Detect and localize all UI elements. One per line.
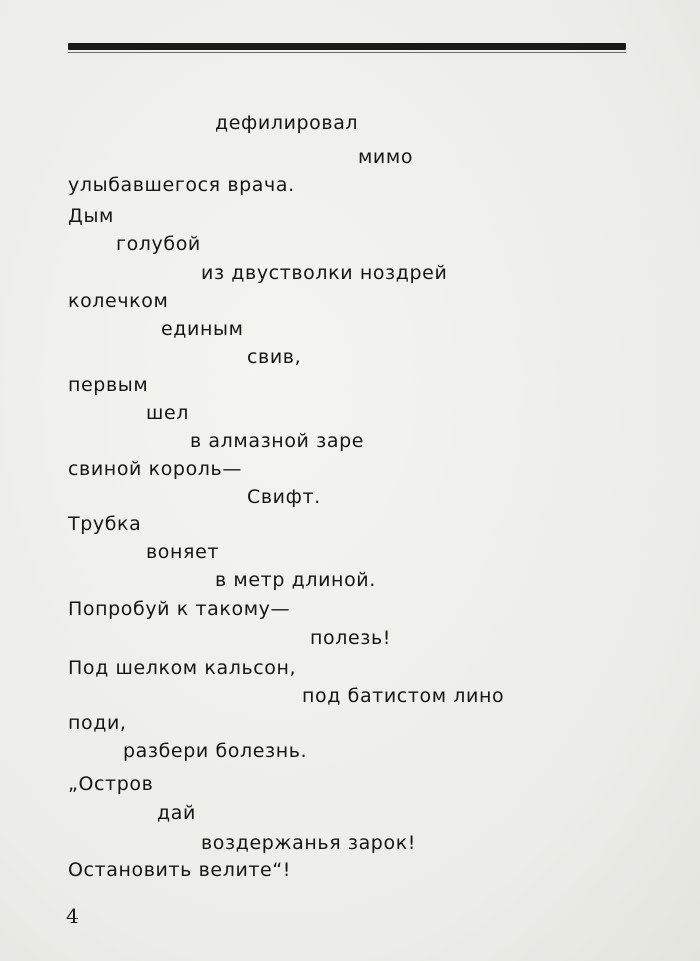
poem-line: воняет (146, 541, 220, 563)
poem-line: разбери болезнь. (123, 740, 308, 762)
poem-line: Остановить велите“! (68, 859, 292, 881)
poem-line: Трубка (68, 513, 142, 535)
poem-line: свив, (247, 346, 302, 368)
poem-line: единым (161, 318, 244, 340)
poem-line: Свифт. (247, 486, 321, 508)
page-number: 4 (66, 904, 79, 928)
poem-line: мимо (358, 146, 414, 168)
poem-line: улыбавшегося врача. (68, 174, 295, 196)
poem-line: Дым (68, 205, 114, 227)
poem-line: под батистом лино (302, 685, 505, 707)
poem-line: полезь! (310, 627, 391, 649)
poem-line: в метр длиной. (215, 569, 376, 591)
poem-line: Под шелком кальсон, (68, 657, 297, 679)
poem-line: Попробуй к такому— (68, 598, 291, 620)
poem-line: голубой (116, 233, 201, 255)
poem-line: дефилировал (215, 112, 359, 134)
poem-line: в алмазной заре (190, 430, 365, 452)
poem-line: первым (68, 374, 149, 396)
poem-line: поди, (68, 712, 127, 734)
poem-line: колечком (68, 290, 169, 312)
poem-line: из двустволки ноздрей (201, 262, 448, 284)
poem-line: воздержанья зарок! (201, 832, 416, 854)
poem-line: дай (157, 802, 196, 824)
poem-line: свиной король— (68, 458, 242, 480)
poem-line: „Остров (68, 773, 154, 795)
poem-line: шел (146, 402, 190, 424)
